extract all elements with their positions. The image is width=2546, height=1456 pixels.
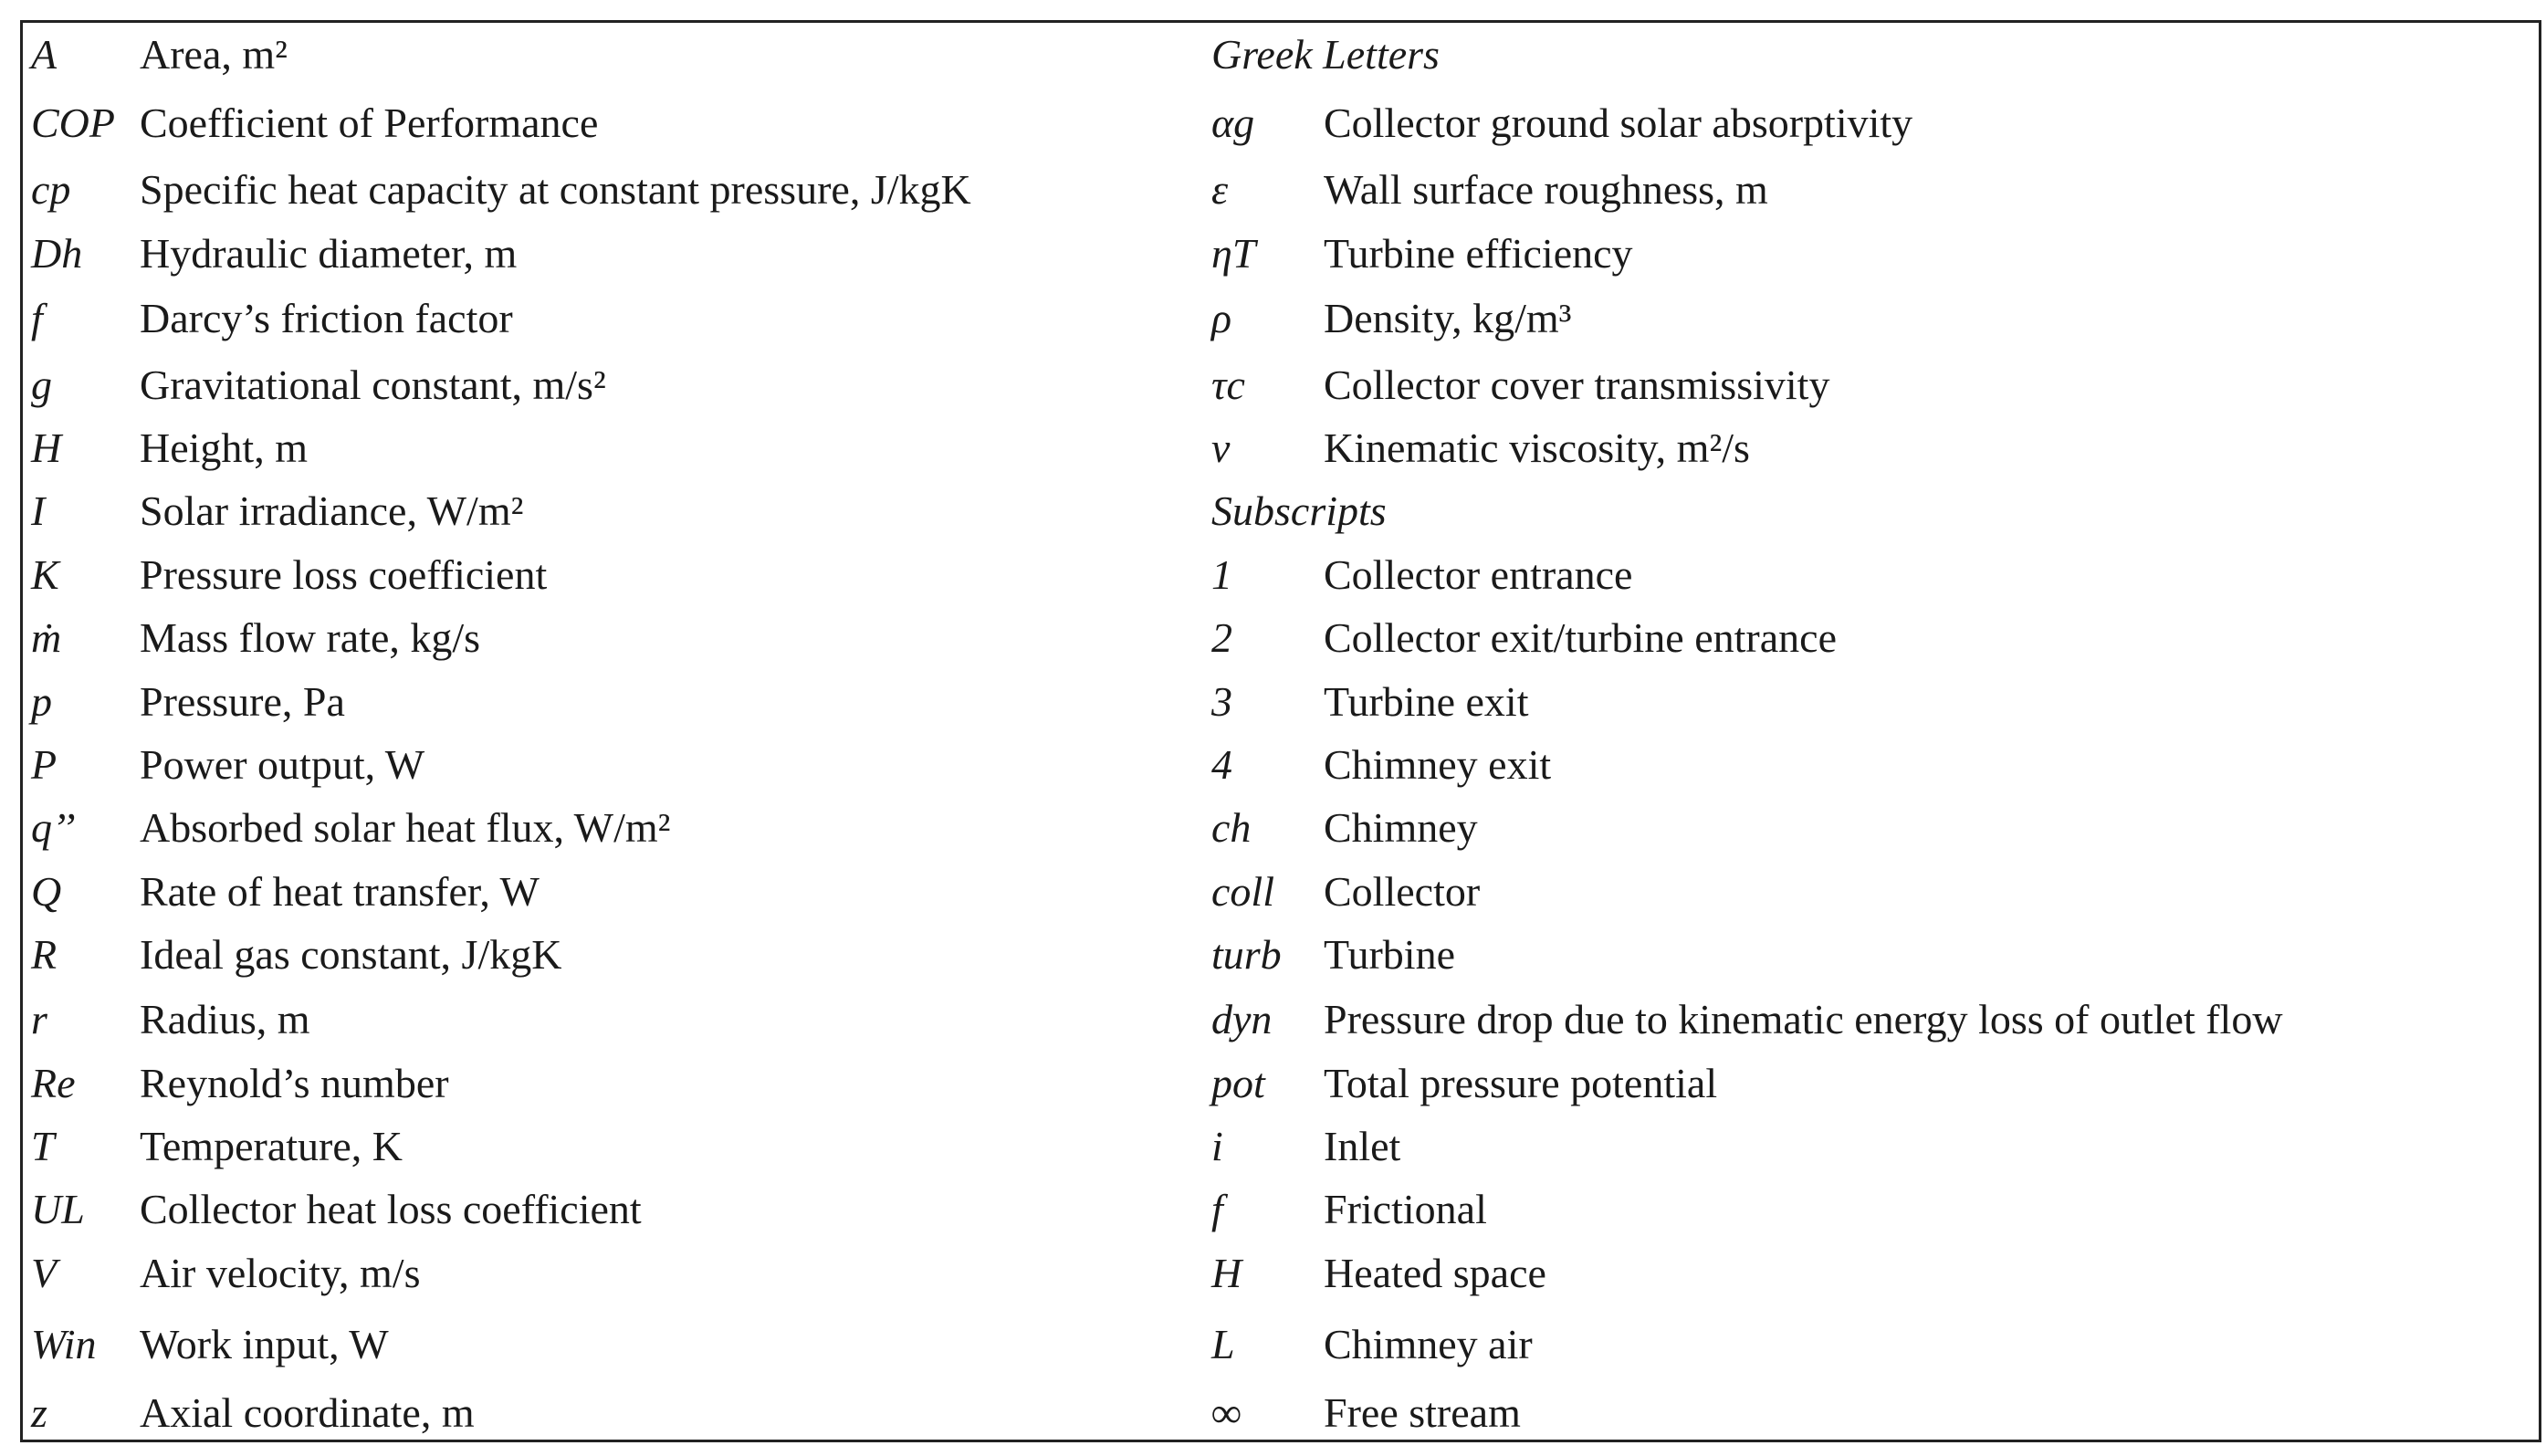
symbol: I xyxy=(31,487,46,535)
symbol: p xyxy=(31,677,52,725)
symbol: 4 xyxy=(1211,740,1232,788)
description: Turbine efficiency xyxy=(1324,229,1633,277)
nomenclature-row xyxy=(0,96,2546,151)
symbol: ε xyxy=(1211,166,1229,214)
description: Pressure, Pa xyxy=(140,677,345,725)
symbol: Dh xyxy=(31,229,83,277)
symbol: UL xyxy=(31,1186,85,1233)
description: Solar irradiance, W/m² xyxy=(140,487,524,535)
description: Inlet xyxy=(1324,1122,1401,1169)
description: Collector exit/turbine entrance xyxy=(1324,614,1837,662)
symbol: 3 xyxy=(1211,677,1232,725)
description: Turbine exit xyxy=(1324,677,1529,725)
nomenclature-row xyxy=(0,1119,2546,1174)
symbol: pot xyxy=(1211,1059,1265,1106)
description: Wall surface roughness, m xyxy=(1324,166,1768,214)
description: Ideal gas constant, J/kgK xyxy=(140,931,562,979)
symbol: coll xyxy=(1211,867,1274,915)
description: Coefficient of Performance xyxy=(140,100,599,147)
symbol: 2 xyxy=(1211,614,1232,662)
symbol: L xyxy=(1211,1321,1235,1367)
description: Chimney xyxy=(1324,804,1478,852)
nomenclature-row xyxy=(0,1182,2546,1237)
description: Total pressure potential xyxy=(1324,1059,1718,1106)
nomenclature-row xyxy=(0,548,2546,602)
symbol: z xyxy=(31,1388,47,1436)
nomenclature-row xyxy=(0,611,2546,665)
symbol: P xyxy=(31,740,58,788)
description: Turbine xyxy=(1324,931,1455,979)
description: Free stream xyxy=(1324,1388,1521,1436)
nomenclature-row xyxy=(0,992,2546,1047)
description: Air velocity, m/s xyxy=(140,1249,421,1296)
description: Collector xyxy=(1324,867,1481,915)
description: Specific heat capacity at constant pressure, J/kgK xyxy=(140,166,971,214)
symbol: Q xyxy=(31,867,62,915)
description: Axial coordinate, m xyxy=(140,1388,475,1436)
symbol: dyn xyxy=(1211,996,1273,1043)
symbol: 1 xyxy=(1211,550,1232,598)
symbol: ∞ xyxy=(1211,1388,1242,1436)
symbol: K xyxy=(31,550,59,598)
nomenclature-row xyxy=(0,864,2546,919)
description: Pressure loss coefficient xyxy=(140,550,548,598)
symbol: f xyxy=(31,294,43,341)
nomenclature-row xyxy=(0,675,2546,729)
description: Collector ground solar absorptivity xyxy=(1324,100,1913,147)
description: Hydraulic diameter, m xyxy=(140,229,518,277)
symbol: T xyxy=(31,1122,55,1169)
symbol: ρ xyxy=(1211,294,1232,341)
symbol: i xyxy=(1211,1122,1223,1169)
description: Area, m² xyxy=(140,31,288,79)
nomenclature-row xyxy=(0,927,2546,982)
symbol: q’’ xyxy=(31,804,76,852)
symbol: ṁ xyxy=(31,614,62,662)
symbol: COP xyxy=(31,100,115,147)
symbol: cp xyxy=(31,166,71,214)
description: Work input, W xyxy=(140,1321,389,1367)
description: Chimney exit xyxy=(1324,740,1552,788)
nomenclature-row xyxy=(0,162,2546,217)
symbol: r xyxy=(31,996,47,1043)
description: Power output, W xyxy=(140,740,425,788)
nomenclature-row xyxy=(0,801,2546,855)
description: Density, kg/m³ xyxy=(1324,294,1572,341)
description: Height, m xyxy=(140,424,308,471)
symbol: f xyxy=(1211,1186,1223,1233)
nomenclature-row xyxy=(0,1317,2546,1372)
description: Kinematic viscosity, m²/s xyxy=(1324,424,1750,471)
description: Heated space xyxy=(1324,1249,1546,1296)
symbol: turb xyxy=(1211,931,1282,979)
description: Reynold’s number xyxy=(140,1059,449,1106)
description: Gravitational constant, m/s² xyxy=(140,361,606,408)
nomenclature-row xyxy=(0,1246,2546,1301)
symbol: αg xyxy=(1211,100,1255,147)
symbol: Re xyxy=(31,1059,76,1106)
symbol: g xyxy=(31,361,52,408)
symbol: V xyxy=(31,1249,58,1296)
description: Chimney air xyxy=(1324,1321,1533,1367)
nomenclature-row xyxy=(0,1386,2546,1440)
greek-letters-heading: Greek Letters xyxy=(1211,31,1440,79)
nomenclature-row xyxy=(0,291,2546,346)
subscripts-heading: Subscripts xyxy=(1211,487,1387,535)
description: Pressure drop due to kinematic energy loss of outlet flow xyxy=(1324,996,2283,1043)
symbol: R xyxy=(31,931,58,979)
nomenclature-row xyxy=(0,421,2546,476)
description: Collector cover transmissivity xyxy=(1324,361,1830,408)
description: Darcy’s friction factor xyxy=(140,294,513,341)
description: Rate of heat transfer, W xyxy=(140,867,540,915)
nomenclature-row xyxy=(0,1056,2546,1111)
description: Collector heat loss coefficient xyxy=(140,1186,642,1233)
description: Mass flow rate, kg/s xyxy=(140,614,481,662)
symbol: H xyxy=(1211,1249,1242,1296)
symbol: τc xyxy=(1211,361,1245,408)
nomenclature-row xyxy=(0,358,2546,413)
symbol: ch xyxy=(1211,804,1252,852)
description: Absorbed solar heat flux, W/m² xyxy=(140,804,671,852)
symbol: A xyxy=(31,31,58,79)
symbol: ηT xyxy=(1211,229,1256,277)
description: Temperature, K xyxy=(140,1122,403,1169)
symbol: H xyxy=(31,424,62,471)
nomenclature-row xyxy=(0,226,2546,281)
description: Collector entrance xyxy=(1324,550,1633,598)
description: Radius, m xyxy=(140,996,310,1043)
description: Frictional xyxy=(1324,1186,1487,1233)
nomenclature-row xyxy=(0,738,2546,792)
symbol: Win xyxy=(31,1321,97,1367)
symbol: ν xyxy=(1211,424,1231,471)
